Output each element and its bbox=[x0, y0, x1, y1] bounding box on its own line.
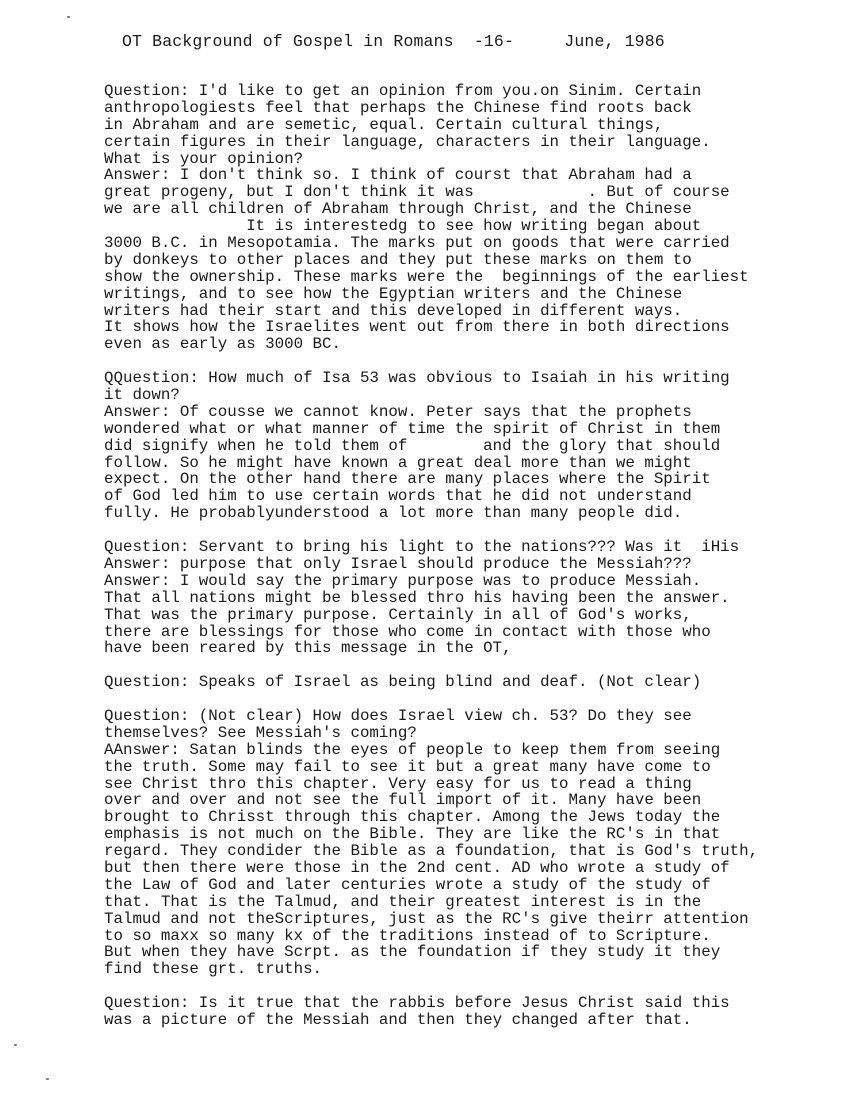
text-line: themselves? See Messiah's coming? bbox=[104, 723, 417, 742]
text-line: have been reared by this message in the OT, bbox=[104, 639, 512, 658]
text-line: show the ownership. These marks were the beginnings of the earliest bbox=[104, 267, 749, 286]
text-line: Question: (Not clear) How does Israel view ch. 53? Do they see bbox=[104, 706, 692, 725]
text-line: regard. They condider the Bible as a foundation, that is God's truth, bbox=[104, 842, 759, 861]
text-line: Answer: purpose that only Israel should produce the Messiah??? bbox=[104, 554, 692, 573]
text-line: Answer: Of cousse we cannot know. Peter says that the prophets bbox=[104, 402, 692, 421]
text-line: AAnswer: Satan blinds the eyes of people to keep them from seeing bbox=[104, 740, 721, 759]
text-line: That was the primary purpose. Certainly in all of God's works, bbox=[104, 605, 692, 624]
qa-paragraph bbox=[104, 83, 844, 353]
text-line: fully. He probablyunderstood a lot more than many people did. bbox=[104, 504, 683, 523]
text-line: find these grt. truths. bbox=[104, 960, 323, 979]
text-line: writers had their start and this developed in different ways. bbox=[104, 301, 683, 320]
paper-speck bbox=[14, 1044, 17, 1046]
text-line: anthropologiests feel that perhaps the Chinese find roots back bbox=[104, 98, 692, 117]
text-line: the truth. Some may fail to see it but a great many have come to bbox=[104, 757, 711, 776]
text-line: Question: I'd like to get an opinion from you.on Sinim. Certain bbox=[104, 82, 702, 100]
text-line: expect. On the other hand there are many places where the Spirit bbox=[104, 470, 711, 489]
text-line: What is your opinion? bbox=[104, 149, 304, 168]
text-line: see Christ thro this chapter. Very easy for us to read a thing bbox=[104, 774, 692, 793]
header-date: June, 1986 bbox=[564, 32, 665, 51]
text-line: It is interestedg to see how writing began about bbox=[104, 217, 702, 236]
text-line: of God led him to use certain words that he did not understand bbox=[104, 487, 692, 506]
text-line: brought to Chrisst through this chapter. Among the Jews today the bbox=[104, 808, 721, 827]
text-line: Question: Servant to bring his light to the nations??? Was it iHis bbox=[104, 538, 740, 557]
text-line: by donkeys to other places and they put these marks on them to bbox=[104, 250, 692, 269]
text-line: It shows how the Israelites went out from there in both directions bbox=[104, 318, 730, 337]
text-line: there are blessings for those who come in contact with those who bbox=[104, 622, 711, 641]
text-line: great progeny, but I don't think it was . But of course bbox=[104, 183, 730, 202]
text-line: Talmud and not theScriptures, just as the RC's give theirr attention bbox=[104, 909, 749, 928]
paper-speck bbox=[67, 16, 70, 18]
qa-paragraph bbox=[104, 674, 844, 691]
text-line: the Law of God and later centuries wrote a study of the study of bbox=[104, 875, 711, 894]
text-line: did signify when he told them of and the glory that should bbox=[104, 436, 721, 455]
text-line: it down? bbox=[104, 386, 180, 405]
text-line: in Abraham and are semetic, equal. Certain cultural things, bbox=[104, 115, 664, 134]
text-line: even as early as 3000 BC. bbox=[104, 335, 341, 354]
text-line: certain figures in their language, characters in their language. bbox=[104, 132, 711, 151]
text-line: but then there were those in the 2nd cent. AD who wrote a study of bbox=[104, 858, 730, 877]
text-line: Answer: I don't think so. I think of courst that Abraham had a bbox=[104, 166, 692, 185]
text-line: writings, and to see how the Egyptian writers and the Chinese bbox=[104, 284, 683, 303]
page-number: -16- bbox=[473, 32, 515, 51]
text-line: to so maxx so many kx of the traditions instead of to Scripture. bbox=[104, 926, 711, 945]
text-line: emphasis is not much on the Bible. They are like the RC's in that bbox=[104, 825, 721, 844]
text-line: Answer: I would say the primary purpose was to produce Messiah. bbox=[104, 571, 702, 590]
text-line: we are all children of Abraham through Christ, and the Chinese bbox=[104, 200, 692, 219]
text-line: follow. So he might have known a great deal more than we might bbox=[104, 453, 692, 472]
text-line: 3000 B.C. in Mesopotamia. The marks put on goods that were carried bbox=[104, 234, 730, 253]
page-header bbox=[122, 32, 665, 52]
text-line: wondered what or what manner of time the spirit of Christ in them bbox=[104, 419, 721, 438]
text-line: That all nations might be blessed thro his having been the answer. bbox=[104, 588, 730, 607]
text-line: Question: Speaks of Israel as being blind and deaf. (Not clear) bbox=[104, 673, 702, 692]
qa-paragraph bbox=[104, 539, 844, 657]
transcript-body bbox=[104, 83, 844, 1046]
text-line: over and over and not see the full import of it. Many have been bbox=[104, 791, 702, 810]
text-line: that. That is the Talmud, and their greatest interest is in the bbox=[104, 892, 702, 911]
header-title: OT Background of Gospel in Romans bbox=[122, 32, 454, 51]
qa-paragraph bbox=[104, 370, 844, 522]
qa-paragraph bbox=[104, 708, 844, 978]
text-line: was a picture of the Messiah and then they changed after that. bbox=[104, 1010, 692, 1029]
qa-paragraph bbox=[104, 995, 844, 1029]
text-line: But when they have Scrpt. as the foundation if they study it they bbox=[104, 943, 721, 962]
text-line: QQuestion: How much of Isa 53 was obvious to Isaiah in his writing bbox=[104, 369, 730, 388]
paper-speck bbox=[46, 1078, 49, 1080]
text-line: Question: Is it true that the rabbis before Jesus Christ said this bbox=[104, 994, 730, 1013]
